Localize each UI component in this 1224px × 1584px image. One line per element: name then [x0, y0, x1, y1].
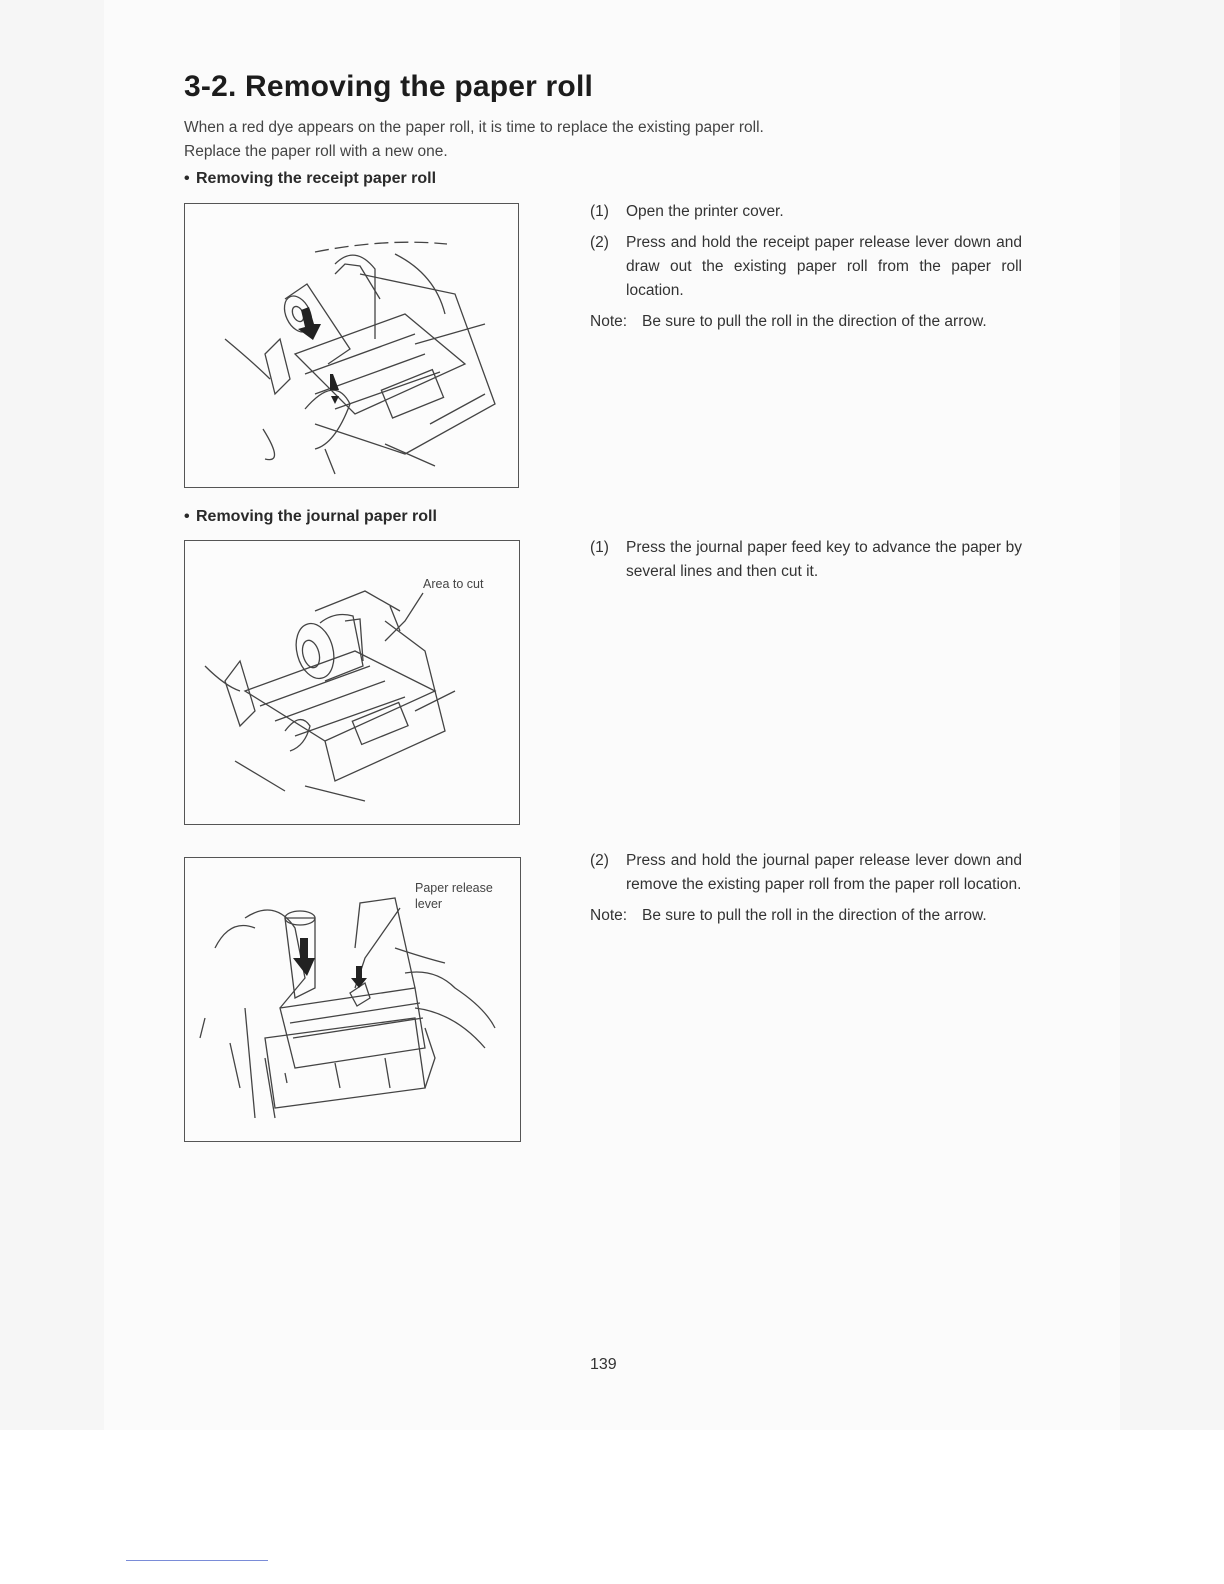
step-text: Press and hold the receipt paper release lever down and draw out the existing paper roll from the paper roll location. — [626, 234, 1022, 299]
intro-text — [184, 116, 764, 164]
step-item — [590, 200, 1022, 224]
intro-line-1: When a red dye appears on the paper roll, it is time to replace the existing paper roll. — [184, 119, 764, 136]
heading-text: Removing the journal paper roll — [196, 508, 437, 525]
journal-release-lever-illustration — [184, 857, 521, 1142]
journal-section-heading — [184, 508, 437, 526]
heading-text: Removing the receipt paper roll — [196, 170, 437, 187]
figure-caption: Paper release lever — [415, 881, 493, 911]
step-text: Press and hold the journal paper release lever down and remove the existing paper roll from the paper roll location. — [626, 852, 1022, 893]
step-text: Press the journal paper feed key to advance the paper by several lines and then cut it. — [626, 539, 1022, 580]
step-text: Open the printer cover. — [626, 203, 784, 220]
note — [590, 904, 1022, 928]
page-number: 139 — [590, 1356, 617, 1373]
journal-release-steps — [590, 849, 1022, 928]
step-item — [590, 231, 1022, 303]
step-number: (1) — [590, 203, 609, 220]
note-label: Note: — [590, 313, 628, 330]
bullet: • — [184, 508, 190, 525]
figure-caption: Area to cut — [423, 577, 484, 591]
page-title: 3-2. Removing the paper roll — [184, 70, 594, 103]
receipt-section-heading — [184, 170, 436, 188]
bullet: • — [184, 170, 190, 187]
release-lever-drawing — [185, 858, 520, 1141]
step-number: (2) — [590, 234, 609, 251]
journal-roll-illustration — [184, 540, 520, 825]
step-item — [590, 536, 1022, 584]
receipt-printer-drawing — [185, 204, 518, 487]
note-text: Be sure to pull the roll in the direction of the arrow. — [642, 313, 987, 330]
step-number: (2) — [590, 852, 609, 869]
link-underline[interactable] — [126, 1560, 268, 1561]
note — [590, 310, 1022, 334]
note-label: Note: — [590, 907, 628, 924]
step-number: (1) — [590, 539, 609, 556]
receipt-steps — [590, 200, 1022, 334]
note-text: Be sure to pull the roll in the direction of the arrow. — [642, 907, 987, 924]
journal-printer-drawing — [185, 541, 519, 824]
intro-line-2: Replace the paper roll with a new one. — [184, 143, 448, 160]
journal-steps — [590, 536, 1022, 591]
receipt-roll-illustration — [184, 203, 519, 488]
step-item — [590, 849, 1022, 897]
